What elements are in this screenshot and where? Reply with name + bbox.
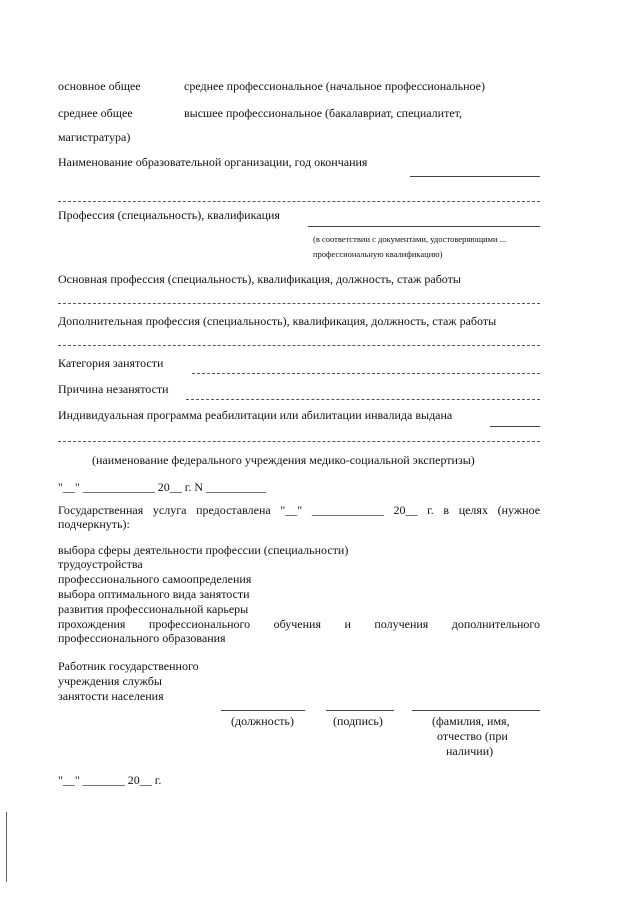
full-name-caption: (фамилия, имя, [432, 714, 510, 728]
rehab-program-line-2 [58, 441, 540, 442]
unemployment-reason-line [186, 399, 540, 400]
service-word: г. [427, 503, 434, 517]
scan-edge-line [6, 812, 7, 882]
rehab-date-number: "__" ____________ 20__ г. N __________ [58, 480, 267, 494]
purpose-item: трудоустройства [58, 557, 143, 571]
service-word: ____________ [311, 503, 384, 517]
rehab-program-line [490, 426, 540, 427]
service-word: услуга [152, 503, 187, 517]
signature-date: "__" _______ 20__ г. [58, 773, 162, 787]
profession-note: (в соответствии с документами, удостоверяющими ... [313, 234, 507, 244]
education-basic-general: основное общее [58, 79, 141, 93]
mse-caption: (наименование федерального учреждения медико-социальной экспертизы) [92, 453, 475, 467]
purpose-item: выбора сферы деятельности профессии (специальности) [58, 543, 349, 557]
training-word: обучения [273, 617, 321, 631]
main-profession-line [58, 303, 540, 304]
service-word: 20__ [393, 503, 418, 517]
purpose-item: профессионального самоопределения [58, 572, 252, 586]
profession-line [308, 226, 540, 227]
purpose-training-cont: профессионального образования [58, 631, 226, 645]
service-word: (нужное [497, 503, 541, 517]
worker-label: Работник государственного [58, 659, 199, 673]
worker-label-cont: учреждения службы [58, 674, 162, 688]
training-word: прохождения [58, 617, 126, 631]
org-name-label: Наименование образовательной организации, год окончания [58, 155, 368, 169]
purpose-item: развития профессиональной карьеры [58, 602, 249, 616]
service-word: целях [458, 503, 488, 517]
service-provided-line-2: подчеркнуть): [58, 517, 130, 531]
training-word: получения [374, 617, 429, 631]
service-word: Государственная [58, 503, 144, 517]
signature-line [326, 710, 394, 711]
service-word: в [443, 503, 450, 517]
service-provided-line [58, 503, 540, 517]
position-caption: (должность) [231, 714, 294, 728]
education-secondary-general: среднее общее [58, 106, 133, 120]
service-word: "__" [280, 503, 303, 517]
worker-label-cont: занятости населения [58, 689, 164, 703]
full-name-line [412, 710, 540, 711]
education-higher-cont: магистратура) [58, 130, 131, 144]
profession-note-cont: профессиональную квалификацию) [313, 249, 443, 259]
org-name-line-2 [58, 201, 540, 202]
training-word: и [344, 617, 351, 631]
rehab-program-label: Индивидуальная программа реабилитации или абилитации инвалида выдана [58, 408, 453, 422]
employment-category-label: Категория занятости [58, 356, 164, 370]
additional-profession-label: Дополнительная профессия (специальность), квалификация, должность, стаж работы [58, 314, 497, 328]
purpose-item: выбора оптимального вида занятости [58, 587, 250, 601]
full-name-caption-cont: наличии) [446, 744, 494, 758]
training-word: дополнительного [451, 617, 541, 631]
training-word: профессионального [148, 617, 251, 631]
additional-profession-line [58, 345, 540, 346]
full-name-caption-cont: отчество (при [437, 729, 508, 743]
purpose-training [58, 617, 540, 631]
profession-label: Профессия (специальность), квалификация [58, 208, 280, 222]
signature-caption: (подпись) [333, 714, 383, 728]
main-profession-label: Основная профессия (специальность), квалификация, должность, стаж работы [58, 272, 461, 286]
education-higher: высшее профессиональное (бакалавриат, специалитет, [184, 106, 462, 120]
service-word: предоставлена [196, 503, 271, 517]
org-name-line [410, 176, 540, 177]
unemployment-reason-label: Причина незанятости [58, 382, 169, 396]
position-line [221, 710, 305, 711]
employment-category-line [192, 373, 540, 374]
education-secondary-vocational: среднее профессиональное (начальное профессиональное) [184, 79, 485, 93]
